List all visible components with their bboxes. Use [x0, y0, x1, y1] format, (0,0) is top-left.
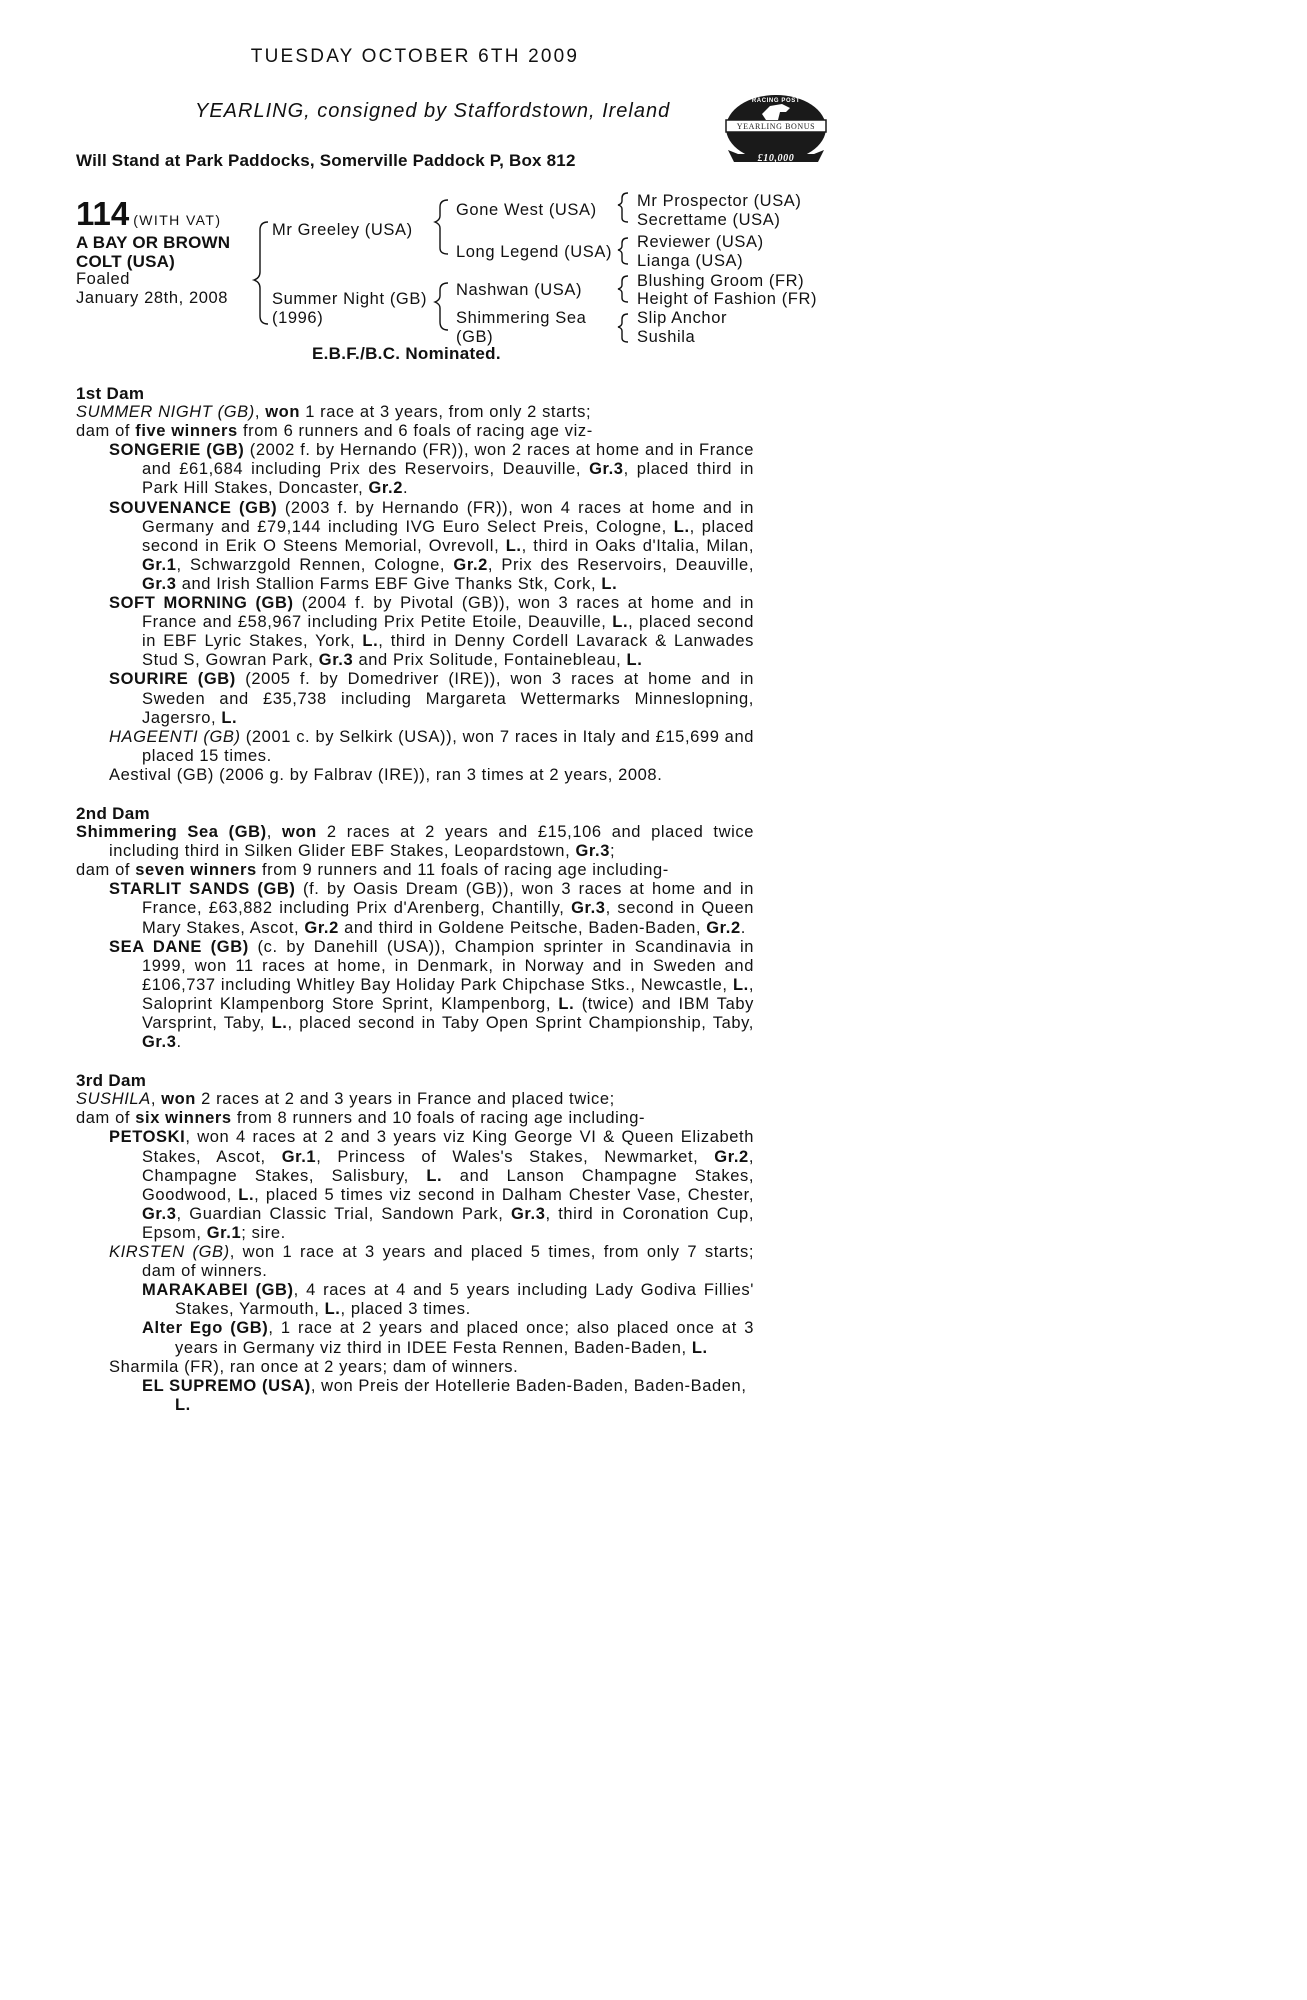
brace-sire	[435, 200, 448, 254]
foaled-date: January 28th, 2008	[76, 289, 229, 307]
produce-petoski: PETOSKI, won 4 races at 2 and 3 years viz King George VI & Queen Elizabeth Stakes, Ascot, Gr.1, Princess of Wales's Stakes, Newmarket, Gr.2, Champagne Stakes, Salisbury, L. and Lanson Champagne Stakes, Goodwood, L., placed 5 times viz second in Dalham Chester Vase, Chester, Gr.3, Guardian Classic Trial, Sandown Park, Gr.3, third in Coronation Cup, Epsom, Gr.1; sire.	[109, 1128, 755, 1242]
produce-sea-dane: SEA DANE (GB) (c. by Danehill (USA)), Champion sprinter in Scandinavia in 1999, won 11 races at home, in Denmark, in Norway and in Sweden and £106,737 including Whitley Bay Holiday Park Chipchase Stks., Newcastle, L., Saloprint Klampenborg Store Sprint, Klampenborg, L. (twice) and IBM Taby Varsprint, Taby, L., placed second in Taby Open Sprint Championship, Taby, Gr.3.	[109, 937, 755, 1052]
foaled-label: Foaled	[76, 270, 131, 288]
consignment-line: YEARLING, consigned by Staffordstown, Ireland	[195, 100, 671, 122]
sd-sire: Reviewer (USA)	[637, 233, 764, 251]
brace-dam	[435, 283, 448, 330]
ss-dam: Secrettame (USA)	[637, 211, 781, 229]
third-dam-heading: 3rd Dam	[76, 1071, 147, 1091]
produce-sharmila: Sharmila (FR), ran once at 2 years; dam of winners.	[109, 1357, 519, 1376]
produce-aestival: Aestival (GB) (2006 g. by Falbrav (IRE)), ran 3 times at 2 years, 2008.	[109, 765, 663, 784]
catalogue-body	[76, 384, 754, 1415]
produce-sourire: SOURIRE (GB) (2005 f. by Domedriver (IRE)), won 3 races at home and in Sweden and £35,738 including Margareta Wettermarks Minneslopning, Jagersro, L.	[109, 670, 754, 727]
dd-sire: Slip Anchor	[637, 309, 728, 327]
description-line-2: COLT (USA)	[76, 252, 175, 271]
brace-main	[254, 222, 268, 324]
produce-kirsten: KIRSTEN (GB), won 1 race at 3 years and placed 5 times, from only 7 starts; dam of winners.	[109, 1243, 755, 1281]
produce-songerie: SONGERIE (GB) (2002 f. by Hernando (FR)), won 2 races at home and in France and £61,684 including Prix des Reservoirs, Deauville, Gr.3, placed third in Park Hill Stakes, Doncaster, Gr.2.	[109, 441, 754, 498]
second-dam-record: Shimmering Sea (GB), won 2 races at 2 years and £15,106 and placed twice including third in Silken Glider EBF Stakes, Leopardstown, Gr.3;	[76, 823, 754, 861]
vat-note: (WITH VAT)	[133, 212, 222, 228]
sale-date: TUESDAY OCTOBER 6TH 2009	[250, 46, 580, 67]
produce-marakabei: MARAKABEI (GB), 4 races at 4 and 5 years including Lady Godiva Fillies' Stakes, Yarmouth, L., placed 3 times.	[142, 1281, 754, 1319]
brace-long-legend	[618, 238, 628, 264]
brace-gone-west	[618, 193, 628, 222]
second-dam-produce-summary: dam of seven winners from 9 runners and 11 foals of racing age including-	[76, 861, 669, 880]
dam-dam-line-1: Shimmering Sea	[456, 309, 587, 327]
brace-nashwan	[618, 276, 628, 302]
sire-sire: Gone West (USA)	[456, 201, 597, 219]
dam-name-line-2: (1996)	[272, 309, 324, 327]
produce-souvenance: SOUVENANCE (GB) (2003 f. by Hernando (FR)), won 4 races at home and in Germany and £79,144 including IVG Euro Select Preis, Cologne, L., placed second in Erik O Steens Memorial, Ovrevoll, L., third in Oaks d'Italia, Milan, Gr.1, Schwarzgold Rennen, Cologne, Gr.2, Prix des Reservoirs, Deauville, Gr.3 and Irish Stallion Farms EBF Give Thanks Stk, Cork, L.	[109, 498, 755, 593]
dam-sire: Nashwan (USA)	[456, 281, 583, 299]
first-dam-heading: 1st Dam	[76, 384, 145, 403]
produce-hageenti: HAGEENTI (GB) (2001 c. by Selkirk (USA)), won 7 races in Italy and £15,699 and placed 15 times.	[109, 727, 754, 765]
description-line-1: A BAY OR BROWN	[76, 233, 231, 252]
produce-alter-ego: Alter Ego (GB), 1 race at 2 years and placed once; also placed once at 3 years in Germany viz third in IDEE Festa Rennen, Baden-Baden, L.	[142, 1319, 754, 1357]
nomination-line: E.B.F./B.C. Nominated.	[312, 344, 501, 363]
dam-dam-line-2: (GB)	[456, 328, 494, 346]
third-dam-record: SUSHILA, won 2 races at 2 and 3 years in France and placed twice;	[76, 1090, 615, 1109]
ds-sire: Blushing Groom (FR)	[637, 272, 805, 290]
sire-dam: Long Legend (USA)	[456, 243, 613, 261]
third-dam-produce-summary: dam of six winners from 8 runners and 10 foals of racing age including-	[76, 1109, 646, 1128]
lot-number: 114	[76, 195, 130, 232]
produce-starlit-sands: STARLIT SANDS (GB) (f. by Oasis Dream (GB)), won 3 races at home and in France, £63,882 including Prix d'Arenberg, Chantilly, Gr.3, second in Queen Mary Stakes, Ascot, Gr.2 and third in Goldene Peitsche, Baden-Baden, Gr.2.	[109, 880, 754, 937]
first-dam-record: SUMMER NIGHT (GB), won 1 race at 3 years, from only 2 starts;	[76, 403, 592, 422]
badge-line-2: YEARLING BONUS	[736, 122, 816, 131]
dam-name-line-1: Summer Night (GB)	[272, 290, 428, 308]
first-dam-produce-summary: dam of five winners from 6 runners and 6 foals of racing age viz-	[76, 422, 593, 441]
ds-dam: Height of Fashion (FR)	[637, 290, 818, 308]
sd-dam: Lianga (USA)	[637, 252, 744, 270]
brace-shimmering-sea	[618, 314, 628, 342]
second-dam-heading: 2nd Dam	[76, 803, 150, 823]
location-line: Will Stand at Park Paddocks, Somerville Paddock P, Box 812	[76, 151, 576, 170]
sire-name: Mr Greeley (USA)	[272, 221, 413, 239]
badge-line-3: £10,000	[757, 153, 795, 164]
dd-dam: Sushila	[637, 328, 696, 346]
produce-soft-morning: SOFT MORNING (GB) (2004 f. by Pivotal (GB)), won 3 races at home and in France and £58,967 including Prix Petite Etoile, Deauville, L., placed second in EBF Lyric Stakes, York, L., third in Denny Cordell Lavarack & Lanwades Stud S, Gowran Park, Gr.3 and Prix Solitude, Fontainebleau, L.	[109, 594, 755, 670]
badge-line-1: RACING POST	[751, 98, 801, 104]
produce-el-supremo: EL SUPREMO (USA), won Preis der Hotellerie Baden-Baden, Baden-Baden, L.	[142, 1376, 747, 1414]
ss-sire: Mr Prospector (USA)	[637, 192, 802, 210]
